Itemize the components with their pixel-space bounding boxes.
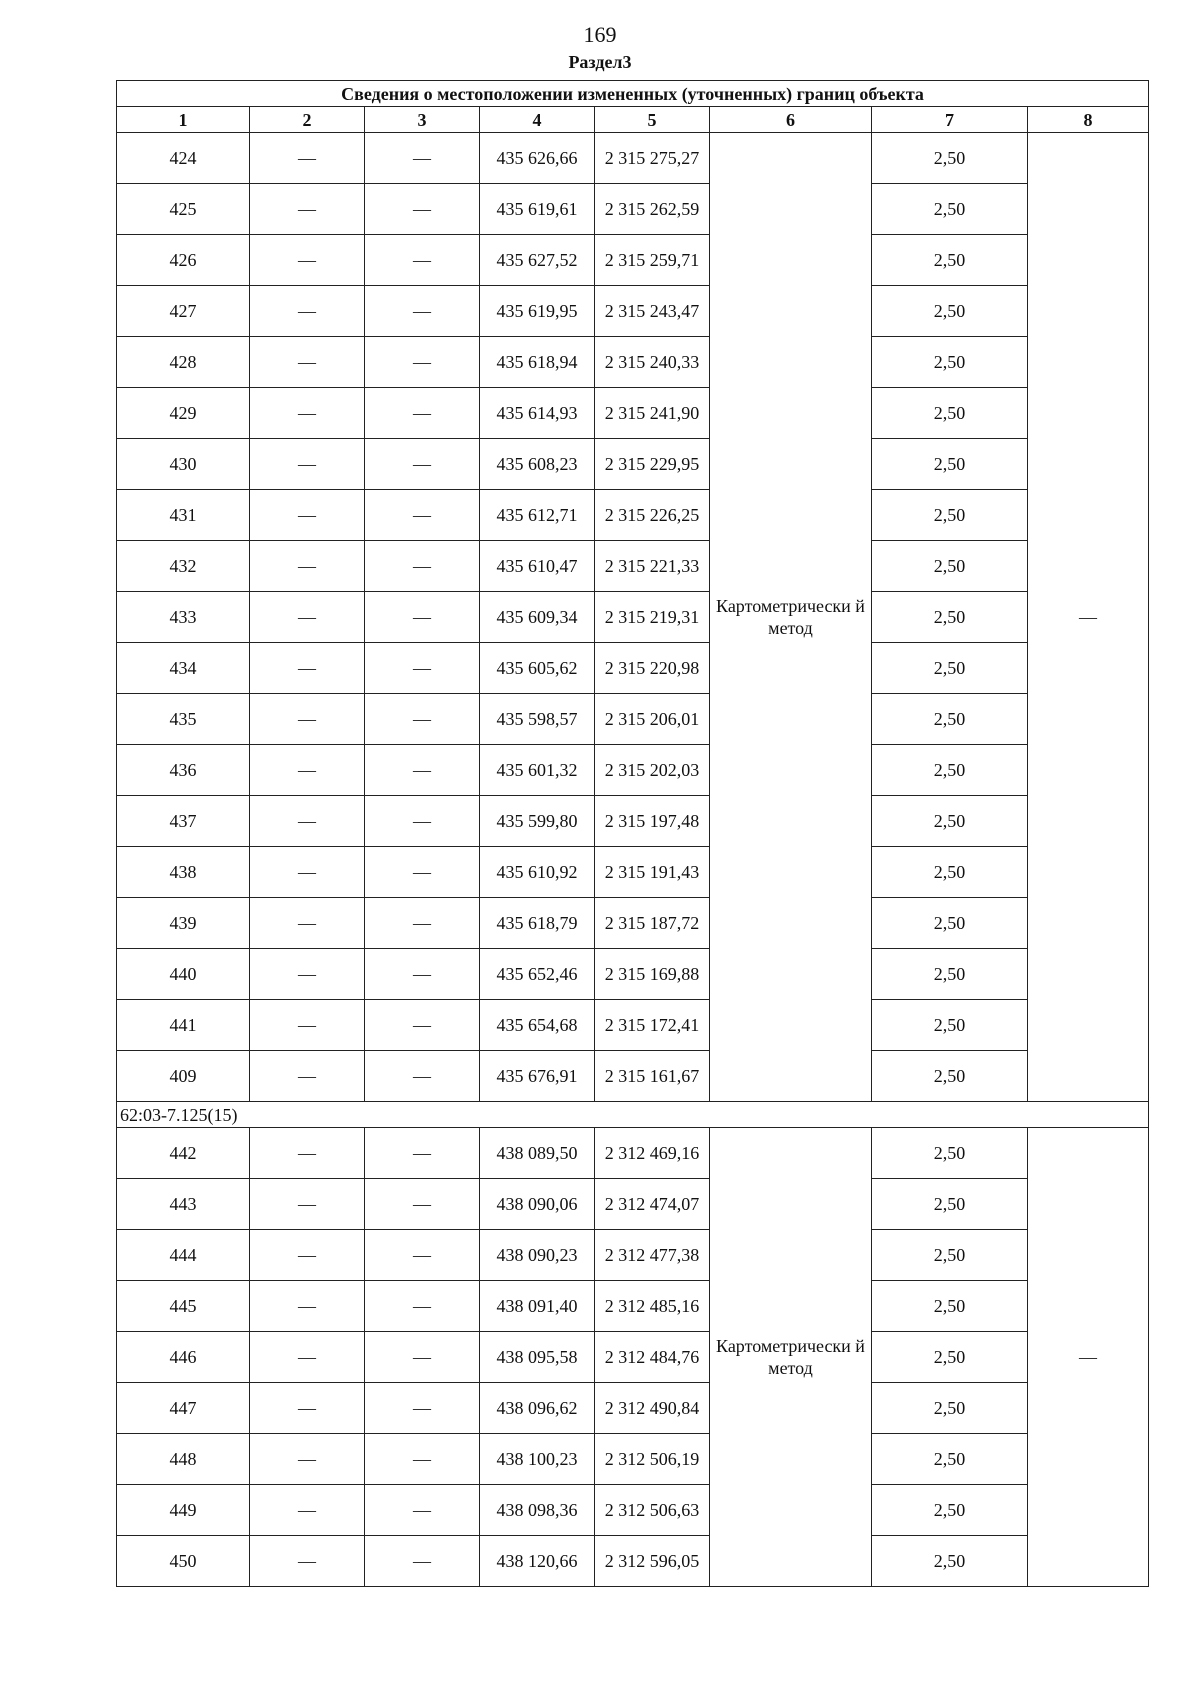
x-coordinate-cell: 435 654,68: [480, 1000, 595, 1051]
point-number-cell: 443: [117, 1179, 250, 1230]
table-row: [117, 439, 1149, 490]
col3-cell: —: [365, 1000, 480, 1051]
x-coordinate-cell: 435 676,91: [480, 1051, 595, 1102]
col3-cell: —: [365, 643, 480, 694]
col3-cell: —: [365, 1281, 480, 1332]
accuracy-cell: 2,50: [872, 745, 1028, 796]
col2-cell: —: [250, 1383, 365, 1434]
point-number-cell: 427: [117, 286, 250, 337]
col3-cell: —: [365, 1051, 480, 1102]
y-coordinate-cell: 2 312 506,63: [595, 1485, 710, 1536]
col2-cell: —: [250, 847, 365, 898]
x-coordinate-cell: 435 619,95: [480, 286, 595, 337]
x-coordinate-cell: 435 618,94: [480, 337, 595, 388]
col3-cell: —: [365, 1383, 480, 1434]
x-coordinate-cell: 438 090,23: [480, 1230, 595, 1281]
col2-cell: —: [250, 286, 365, 337]
section-title: Раздел3: [568, 52, 632, 72]
point-number-cell: 432: [117, 541, 250, 592]
col3-cell: —: [365, 592, 480, 643]
table-row: [117, 949, 1149, 1000]
table-caption-row: [117, 81, 1149, 107]
accuracy-cell: 2,50: [872, 286, 1028, 337]
group-label-row: [117, 1102, 1149, 1128]
x-coordinate-cell: 438 089,50: [480, 1128, 595, 1179]
y-coordinate-cell: 2 315 241,90: [595, 388, 710, 439]
col2-cell: —: [250, 592, 365, 643]
accuracy-cell: 2,50: [872, 337, 1028, 388]
x-coordinate-cell: 435 626,66: [480, 133, 595, 184]
y-coordinate-cell: 2 315 229,95: [595, 439, 710, 490]
accuracy-cell: 2,50: [872, 541, 1028, 592]
accuracy-cell: 2,50: [872, 694, 1028, 745]
accuracy-cell: 2,50: [872, 1536, 1028, 1587]
y-coordinate-cell: 2 315 187,72: [595, 898, 710, 949]
x-coordinate-cell: 438 100,23: [480, 1434, 595, 1485]
y-coordinate-cell: 2 312 506,19: [595, 1434, 710, 1485]
y-coordinate-cell: 2 315 259,71: [595, 235, 710, 286]
table-row: [117, 1383, 1149, 1434]
table-row: [117, 694, 1149, 745]
group-label: 62:03-7.125(15): [117, 1102, 1149, 1128]
accuracy-cell: 2,50: [872, 847, 1028, 898]
x-coordinate-cell: 435 610,92: [480, 847, 595, 898]
y-coordinate-cell: 2 315 219,31: [595, 592, 710, 643]
col3-cell: —: [365, 1230, 480, 1281]
x-coordinate-cell: 435 612,71: [480, 490, 595, 541]
table-row: [117, 1485, 1149, 1536]
accuracy-cell: 2,50: [872, 949, 1028, 1000]
x-coordinate-cell: 438 120,66: [480, 1536, 595, 1587]
page-number: 169: [583, 22, 617, 47]
col2-cell: —: [250, 133, 365, 184]
point-number-cell: 429: [117, 388, 250, 439]
col8-cell: —: [1028, 1128, 1149, 1587]
table-row: [117, 847, 1149, 898]
col2-cell: —: [250, 490, 365, 541]
table-row: [117, 1332, 1149, 1383]
col3-cell: —: [365, 1536, 480, 1587]
coordinates-table: [116, 80, 1149, 1587]
col3-cell: —: [365, 1128, 480, 1179]
col2-cell: —: [250, 235, 365, 286]
y-coordinate-cell: 2 315 221,33: [595, 541, 710, 592]
y-coordinate-cell: 2 315 226,25: [595, 490, 710, 541]
accuracy-cell: 2,50: [872, 133, 1028, 184]
point-number-cell: 438: [117, 847, 250, 898]
y-coordinate-cell: 2 312 469,16: [595, 1128, 710, 1179]
col2-cell: —: [250, 1128, 365, 1179]
accuracy-cell: 2,50: [872, 1434, 1028, 1485]
col2-cell: —: [250, 796, 365, 847]
accuracy-cell: 2,50: [872, 388, 1028, 439]
x-coordinate-cell: 435 619,61: [480, 184, 595, 235]
col2-cell: —: [250, 949, 365, 1000]
col3-cell: —: [365, 388, 480, 439]
y-coordinate-cell: 2 315 202,03: [595, 745, 710, 796]
col3-cell: —: [365, 286, 480, 337]
y-coordinate-cell: 2 315 191,43: [595, 847, 710, 898]
accuracy-cell: 2,50: [872, 898, 1028, 949]
col3-cell: —: [365, 439, 480, 490]
table-row: [117, 541, 1149, 592]
table-row: [117, 490, 1149, 541]
y-coordinate-cell: 2 312 596,05: [595, 1536, 710, 1587]
table-row: [117, 745, 1149, 796]
x-coordinate-cell: 438 090,06: [480, 1179, 595, 1230]
point-number-cell: 440: [117, 949, 250, 1000]
y-coordinate-cell: 2 315 240,33: [595, 337, 710, 388]
column-numbers-row: [117, 107, 1149, 133]
table-row: [117, 1128, 1149, 1179]
col2-cell: —: [250, 1434, 365, 1485]
accuracy-cell: 2,50: [872, 1485, 1028, 1536]
x-coordinate-cell: 435 610,47: [480, 541, 595, 592]
point-number-cell: 448: [117, 1434, 250, 1485]
col2-cell: —: [250, 1000, 365, 1051]
col2-cell: —: [250, 1179, 365, 1230]
table-row: [117, 1281, 1149, 1332]
y-coordinate-cell: 2 315 161,67: [595, 1051, 710, 1102]
table-row: [117, 796, 1149, 847]
column-number: 4: [480, 107, 595, 133]
accuracy-cell: 2,50: [872, 643, 1028, 694]
col3-cell: —: [365, 1179, 480, 1230]
point-number-cell: 436: [117, 745, 250, 796]
col3-cell: —: [365, 694, 480, 745]
x-coordinate-cell: 435 614,93: [480, 388, 595, 439]
table-row: [117, 1434, 1149, 1485]
point-number-cell: 449: [117, 1485, 250, 1536]
col2-cell: —: [250, 184, 365, 235]
point-number-cell: 445: [117, 1281, 250, 1332]
y-coordinate-cell: 2 315 220,98: [595, 643, 710, 694]
table-row: [117, 235, 1149, 286]
accuracy-cell: 2,50: [872, 1000, 1028, 1051]
accuracy-cell: 2,50: [872, 184, 1028, 235]
y-coordinate-cell: 2 312 477,38: [595, 1230, 710, 1281]
point-number-cell: 428: [117, 337, 250, 388]
col3-cell: —: [365, 1485, 480, 1536]
point-number-cell: 425: [117, 184, 250, 235]
y-coordinate-cell: 2 315 206,01: [595, 694, 710, 745]
col3-cell: —: [365, 847, 480, 898]
method-cell: Картометрически й метод: [710, 1128, 872, 1587]
table-row: [117, 1000, 1149, 1051]
point-number-cell: 426: [117, 235, 250, 286]
accuracy-cell: 2,50: [872, 796, 1028, 847]
point-number-cell: 450: [117, 1536, 250, 1587]
column-number: 2: [250, 107, 365, 133]
col2-cell: —: [250, 337, 365, 388]
col8-cell: —: [1028, 133, 1149, 1102]
x-coordinate-cell: 435 599,80: [480, 796, 595, 847]
point-number-cell: 434: [117, 643, 250, 694]
x-coordinate-cell: 435 608,23: [480, 439, 595, 490]
column-number: 3: [365, 107, 480, 133]
col2-cell: —: [250, 541, 365, 592]
table-row: [117, 286, 1149, 337]
col2-cell: —: [250, 1051, 365, 1102]
table-row: [117, 643, 1149, 694]
accuracy-cell: 2,50: [872, 1051, 1028, 1102]
col2-cell: —: [250, 694, 365, 745]
x-coordinate-cell: 435 618,79: [480, 898, 595, 949]
point-number-cell: 441: [117, 1000, 250, 1051]
point-number-cell: 439: [117, 898, 250, 949]
column-number: 7: [872, 107, 1028, 133]
accuracy-cell: 2,50: [872, 490, 1028, 541]
accuracy-cell: 2,50: [872, 1332, 1028, 1383]
y-coordinate-cell: 2 315 275,27: [595, 133, 710, 184]
point-number-cell: 446: [117, 1332, 250, 1383]
point-number-cell: 442: [117, 1128, 250, 1179]
point-number-cell: 433: [117, 592, 250, 643]
y-coordinate-cell: 2 312 485,16: [595, 1281, 710, 1332]
point-number-cell: 430: [117, 439, 250, 490]
col3-cell: —: [365, 133, 480, 184]
x-coordinate-cell: 438 095,58: [480, 1332, 595, 1383]
table-row: [117, 337, 1149, 388]
x-coordinate-cell: 435 601,32: [480, 745, 595, 796]
point-number-cell: 424: [117, 133, 250, 184]
column-number: 6: [710, 107, 872, 133]
col2-cell: —: [250, 439, 365, 490]
accuracy-cell: 2,50: [872, 439, 1028, 490]
table-row: [117, 1179, 1149, 1230]
table-row: [117, 1051, 1149, 1102]
point-number-cell: 409: [117, 1051, 250, 1102]
col3-cell: —: [365, 796, 480, 847]
col3-cell: —: [365, 1434, 480, 1485]
y-coordinate-cell: 2 315 243,47: [595, 286, 710, 337]
col2-cell: —: [250, 1485, 365, 1536]
method-cell: Картометрически й метод: [710, 133, 872, 1102]
y-coordinate-cell: 2 315 169,88: [595, 949, 710, 1000]
column-number: 1: [117, 107, 250, 133]
point-number-cell: 447: [117, 1383, 250, 1434]
col3-cell: —: [365, 490, 480, 541]
col3-cell: —: [365, 898, 480, 949]
x-coordinate-cell: 438 098,36: [480, 1485, 595, 1536]
accuracy-cell: 2,50: [872, 1230, 1028, 1281]
col3-cell: —: [365, 235, 480, 286]
x-coordinate-cell: 435 605,62: [480, 643, 595, 694]
point-number-cell: 437: [117, 796, 250, 847]
column-number: 5: [595, 107, 710, 133]
col2-cell: —: [250, 388, 365, 439]
y-coordinate-cell: 2 315 172,41: [595, 1000, 710, 1051]
table-row: [117, 184, 1149, 235]
col2-cell: —: [250, 1281, 365, 1332]
col3-cell: —: [365, 745, 480, 796]
point-number-cell: 435: [117, 694, 250, 745]
y-coordinate-cell: 2 312 474,07: [595, 1179, 710, 1230]
col3-cell: —: [365, 949, 480, 1000]
accuracy-cell: 2,50: [872, 1179, 1028, 1230]
col3-cell: —: [365, 1332, 480, 1383]
x-coordinate-cell: 435 609,34: [480, 592, 595, 643]
x-coordinate-cell: 435 598,57: [480, 694, 595, 745]
y-coordinate-cell: 2 315 197,48: [595, 796, 710, 847]
col2-cell: —: [250, 1230, 365, 1281]
accuracy-cell: 2,50: [872, 592, 1028, 643]
col3-cell: —: [365, 184, 480, 235]
x-coordinate-cell: 438 096,62: [480, 1383, 595, 1434]
x-coordinate-cell: 435 652,46: [480, 949, 595, 1000]
table-row: [117, 1230, 1149, 1281]
y-coordinate-cell: 2 312 490,84: [595, 1383, 710, 1434]
table-row: [117, 133, 1149, 184]
table-row: [117, 388, 1149, 439]
accuracy-cell: 2,50: [872, 1383, 1028, 1434]
table-row: [117, 898, 1149, 949]
col2-cell: —: [250, 898, 365, 949]
accuracy-cell: 2,50: [872, 1281, 1028, 1332]
col2-cell: —: [250, 1536, 365, 1587]
col2-cell: —: [250, 643, 365, 694]
col3-cell: —: [365, 337, 480, 388]
y-coordinate-cell: 2 315 262,59: [595, 184, 710, 235]
point-number-cell: 444: [117, 1230, 250, 1281]
col2-cell: —: [250, 745, 365, 796]
accuracy-cell: 2,50: [872, 1128, 1028, 1179]
table-caption: Сведения о местоположении измененных (уточненных) границ объекта: [117, 81, 1149, 107]
y-coordinate-cell: 2 312 484,76: [595, 1332, 710, 1383]
accuracy-cell: 2,50: [872, 235, 1028, 286]
x-coordinate-cell: 435 627,52: [480, 235, 595, 286]
table-body: [117, 81, 1149, 1587]
x-coordinate-cell: 438 091,40: [480, 1281, 595, 1332]
point-number-cell: 431: [117, 490, 250, 541]
table-row: [117, 592, 1149, 643]
table-row: [117, 1536, 1149, 1587]
col2-cell: —: [250, 1332, 365, 1383]
col3-cell: —: [365, 541, 480, 592]
column-number: 8: [1028, 107, 1149, 133]
